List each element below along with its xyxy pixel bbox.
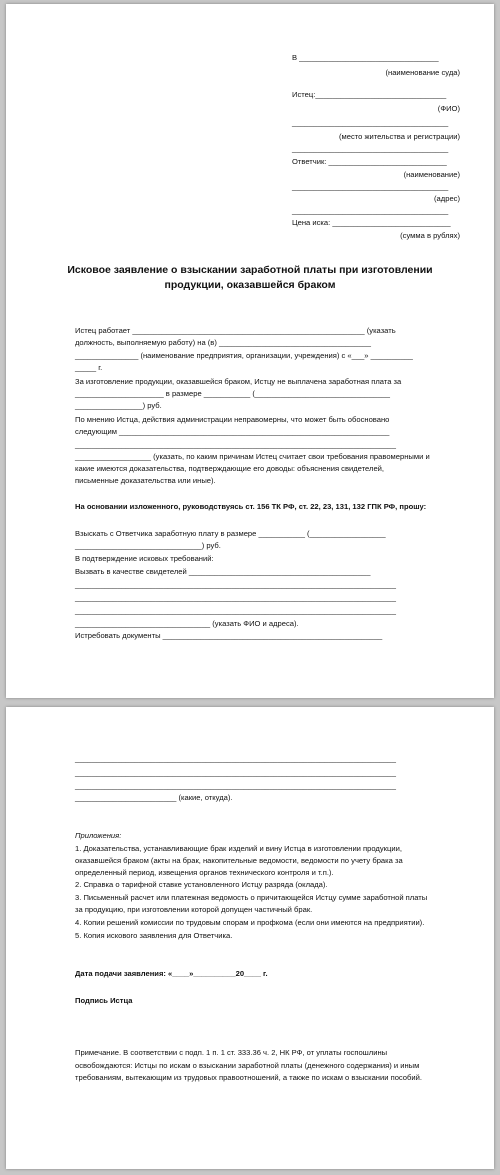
- p1-line-4: _____ г.: [75, 363, 103, 372]
- p3-line-6: письменные доказательства или иные).: [75, 476, 216, 485]
- request-3-line-4: ____________________________________________________________________________: [75, 606, 396, 615]
- p2-line-1: За изготовление продукции, оказавшейся браком, Истцу не выплачена заработная плата за: [75, 377, 402, 386]
- defendant-line: Ответчик: ____________________________: [292, 157, 447, 166]
- appendix-2: 2. Справка о тарифной ставке установленного Истцу разряда (оклада).: [75, 880, 328, 889]
- blank-line-2: ____________________________________________________________________________: [75, 768, 396, 777]
- claim-price-caption: (сумма в рублях): [400, 231, 460, 240]
- note-line-2: освобождаются: Истцы по искам о взыскании заработной платы (денежного содержания) и иным: [75, 1061, 420, 1070]
- request-3-line-5: ________________________________ (указать ФИО и адреса).: [75, 619, 299, 628]
- p3-line-4: __________________ (указать, по каким причинам Истец считает свои требования правомерными и: [75, 452, 430, 461]
- request-3-line-2: ____________________________________________________________________________: [75, 580, 396, 589]
- appendix-5: 5. Копия искового заявления для Ответчика.: [75, 931, 233, 940]
- p1-line-1: Истец работает _______________________________________________________ (указать: [75, 326, 396, 335]
- court-line: В _________________________________: [292, 53, 439, 62]
- appendix-4: 4. Копии решений комиссии по трудовым спорам и профкома (если они имеются на предприятии).: [75, 918, 425, 927]
- address-blank-2: _____________________________________: [292, 206, 449, 215]
- p3-line-3: ____________________________________________________________________________: [75, 440, 396, 449]
- address-blank: _____________________________________: [292, 182, 449, 191]
- p1-line-2: должность, выполняемую работу) на (в) ____________________________________: [75, 338, 372, 347]
- filing-date-line: Дата подачи заявления: «____»__________20____ г.: [75, 969, 268, 978]
- appendix-1-line-3: определенный период, извещения органов технического контроля и т.п.).: [75, 868, 334, 877]
- plaintiff-line: Истец:_______________________________: [292, 90, 447, 99]
- p2-line-3: ________________) руб.: [75, 401, 162, 410]
- request-4: Истребовать документы ____________________________________________________: [75, 631, 383, 640]
- appendix-1-line-1: 1. Доказательства, устанавливающие брак изделий и вину Истца в изготовлении продукции,: [75, 844, 402, 853]
- claim-price-line: Цена иска: ____________________________: [292, 218, 451, 227]
- blank-line-4: ________________________ (какие, откуда).: [75, 793, 233, 802]
- appendix-3-line-2: за продукцию, при изготовлении которой допущен частичный брак.: [75, 905, 313, 914]
- request-1-line-1: Взыскать с Ответчика заработную плату в размере ___________ (__________________: [75, 529, 386, 538]
- document-title-line-2: продукции, оказавшейся браком: [164, 279, 336, 291]
- p3-line-1: По мнению Истца, действия администрации неправомерны, что может быть обосновано: [75, 415, 390, 424]
- document-page-1: [6, 4, 494, 698]
- request-3-line-3: ____________________________________________________________________________: [75, 593, 396, 602]
- legal-basis: На основании изложенного, руководствуясь ст. 156 ТК РФ, ст. 22, 23, 131, 132 ГПК РФ, прошу:: [75, 502, 427, 511]
- appendix-title: Приложения:: [75, 831, 122, 840]
- request-2: В подтверждение исковых требований:: [75, 554, 214, 563]
- residence-caption: (место жительства и регистрации): [338, 132, 460, 141]
- address-caption: (адрес): [434, 194, 460, 203]
- defendant-caption: (наименование): [403, 170, 460, 179]
- appendix-3-line-1: 3. Письменный расчет или платежная ведомость о причитающейся Истцу сумме заработной платы: [75, 893, 428, 902]
- document-title-line-1: Исковое заявление о взыскании заработной платы при изготовлении: [67, 264, 433, 276]
- note-line-3: требованиям, вытекающим из трудовых правоотношений, а также по искам о взыскании пособий.: [75, 1073, 422, 1082]
- plaintiff-signature: Подпись Истца: [75, 996, 133, 1005]
- appendix-1-line-2: оказавшейся браком (акты на брак, накопительные ведомости, ведомости по учету брака за: [75, 856, 403, 865]
- request-3-line-1: Вызвать в качестве свидетелей ___________________________________________: [75, 567, 371, 576]
- plaintiff-caption: (ФИО): [437, 104, 460, 113]
- p1-line-3: _______________ (наименование предприятия, организации, учреждения) с «___» __________: [75, 351, 413, 360]
- residence-blank-2: _____________________________________: [292, 144, 449, 153]
- p2-line-2: _____________________ в размере ___________ (________________________________: [75, 389, 391, 398]
- request-1-line-2: ______________________________) руб.: [75, 541, 221, 550]
- blank-line-3: ____________________________________________________________________________: [75, 781, 396, 790]
- residence-blank: _____________________________________: [292, 118, 449, 127]
- document-page-2: [6, 707, 494, 1169]
- blank-line-1: ____________________________________________________________________________: [75, 754, 396, 763]
- court-caption: (наименование суда): [385, 68, 460, 77]
- p3-line-5: какие имеются доказательства, подтверждающие его доводы: объяснения свидетелей,: [75, 464, 385, 473]
- note-line-1: Примечание. В соответствии с подп. 1 п. 1 ст. 333.36 ч. 2, НК РФ, от уплаты госпошлины: [75, 1048, 388, 1057]
- p3-line-2: следующим ________________________________________________________________: [75, 427, 390, 436]
